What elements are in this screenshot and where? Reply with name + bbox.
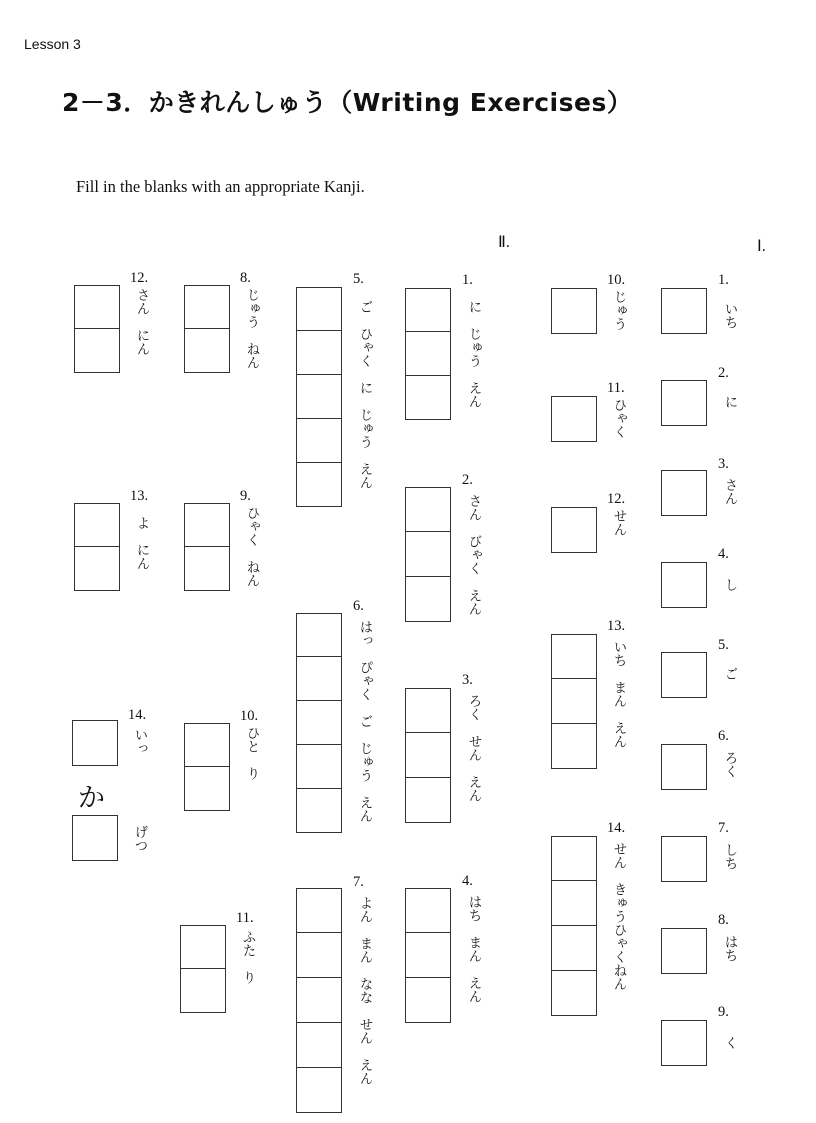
reading-text: はち bbox=[721, 935, 738, 962]
question-number: 2. bbox=[462, 472, 473, 488]
reading-text: く bbox=[721, 1036, 738, 1050]
answer-box[interactable] bbox=[296, 287, 342, 331]
answer-box[interactable] bbox=[405, 733, 451, 778]
answer-box[interactable] bbox=[551, 679, 597, 724]
reading-text: げつ bbox=[131, 825, 148, 852]
answer-box[interactable] bbox=[661, 652, 707, 698]
answer-box[interactable] bbox=[405, 688, 451, 733]
answer-box[interactable] bbox=[184, 547, 230, 591]
answer-box[interactable] bbox=[405, 376, 451, 420]
answer-box[interactable] bbox=[661, 928, 707, 974]
answer-box[interactable] bbox=[296, 463, 342, 507]
question-number: 4. bbox=[462, 873, 473, 889]
reading-text: せん きゅうひゃくねん bbox=[610, 842, 627, 991]
reading-text: はち まん えん bbox=[465, 895, 482, 1003]
given-kanji: か bbox=[78, 783, 105, 814]
answer-box[interactable] bbox=[74, 285, 120, 329]
answer-box[interactable] bbox=[551, 724, 597, 769]
answer-box[interactable] bbox=[296, 1068, 342, 1113]
answer-box[interactable] bbox=[296, 933, 342, 978]
answer-box[interactable] bbox=[405, 532, 451, 577]
answer-box[interactable] bbox=[296, 1023, 342, 1068]
question-number: 8. bbox=[718, 912, 729, 928]
answer-box[interactable] bbox=[296, 888, 342, 933]
answer-box[interactable] bbox=[74, 503, 120, 547]
answer-box[interactable] bbox=[551, 971, 597, 1016]
answer-box[interactable] bbox=[405, 888, 451, 933]
question-number: 14. bbox=[128, 707, 147, 723]
answer-box[interactable] bbox=[296, 789, 342, 833]
question-number: 10. bbox=[240, 708, 259, 724]
reading-text: ろく せん えん bbox=[465, 694, 482, 802]
question-number: 13. bbox=[130, 488, 149, 504]
answer-box[interactable] bbox=[551, 926, 597, 971]
answer-box[interactable] bbox=[180, 969, 226, 1013]
question-number: 11. bbox=[607, 380, 625, 396]
answer-box[interactable] bbox=[661, 562, 707, 608]
question-number: 5. bbox=[353, 271, 364, 287]
answer-box[interactable] bbox=[74, 547, 120, 591]
question-number: 5. bbox=[718, 637, 729, 653]
question-number: 9. bbox=[718, 1004, 729, 1020]
section-two-label: Ⅱ. bbox=[498, 234, 510, 251]
answer-box[interactable] bbox=[551, 881, 597, 926]
answer-box[interactable] bbox=[551, 288, 597, 334]
question-number: 7. bbox=[353, 874, 364, 890]
reading-text: ふた り bbox=[239, 930, 256, 984]
reading-text: じゅう ねん bbox=[243, 288, 260, 369]
reading-text: じゅう bbox=[610, 290, 627, 331]
answer-box[interactable] bbox=[661, 836, 707, 882]
answer-box[interactable] bbox=[405, 933, 451, 978]
answer-box[interactable] bbox=[405, 778, 451, 823]
reading-text: ひと り bbox=[243, 726, 260, 780]
question-number: 11. bbox=[236, 910, 254, 926]
question-number: 13. bbox=[607, 618, 626, 634]
question-number: 10. bbox=[607, 272, 626, 288]
reading-text: いち bbox=[721, 302, 738, 329]
section-one-label: Ⅰ. bbox=[757, 238, 766, 255]
answer-box[interactable] bbox=[296, 331, 342, 375]
question-number: 12. bbox=[607, 491, 626, 507]
reading-text: さん びゃく えん bbox=[465, 494, 482, 616]
reading-text: よん まん なな せん えん bbox=[356, 896, 373, 1085]
reading-text: し bbox=[721, 578, 738, 592]
reading-text: ひゃく bbox=[610, 398, 627, 439]
answer-box[interactable] bbox=[661, 288, 707, 334]
reading-text: いち まん えん bbox=[610, 640, 627, 748]
question-number: 1. bbox=[462, 272, 473, 288]
answer-box[interactable] bbox=[72, 720, 118, 766]
answer-box[interactable] bbox=[180, 925, 226, 969]
question-number: 9. bbox=[240, 488, 251, 504]
question-number: 8. bbox=[240, 270, 251, 286]
answer-box[interactable] bbox=[296, 375, 342, 419]
answer-box[interactable] bbox=[551, 396, 597, 442]
answer-box[interactable] bbox=[405, 288, 451, 332]
question-number: 14. bbox=[607, 820, 626, 836]
answer-box[interactable] bbox=[184, 767, 230, 811]
answer-box[interactable] bbox=[296, 419, 342, 463]
answer-box[interactable] bbox=[405, 978, 451, 1023]
question-number: 7. bbox=[718, 820, 729, 836]
reading-text: いっ bbox=[131, 728, 148, 755]
answer-box[interactable] bbox=[72, 815, 118, 861]
answer-box[interactable] bbox=[184, 329, 230, 373]
question-number: 3. bbox=[718, 456, 729, 472]
question-number: 4. bbox=[718, 546, 729, 562]
answer-box[interactable] bbox=[184, 285, 230, 329]
reading-text: に bbox=[721, 395, 738, 409]
reading-text: ひゃく ねん bbox=[243, 506, 260, 587]
reading-text: ご bbox=[721, 667, 738, 681]
answer-box[interactable] bbox=[405, 577, 451, 622]
reading-text: せん bbox=[610, 509, 627, 536]
question-number: 1. bbox=[718, 272, 729, 288]
instruction-text: Fill in the blanks with an appropriate Kanji. bbox=[76, 177, 365, 196]
reading-text: はっ ぴゃく ご じゅう えん bbox=[356, 620, 373, 823]
answer-box[interactable] bbox=[551, 836, 597, 881]
answer-box[interactable] bbox=[296, 613, 342, 657]
reading-text: ご ひゃく に じゅう えん bbox=[356, 300, 373, 489]
answer-box[interactable] bbox=[296, 701, 342, 745]
answer-box[interactable] bbox=[661, 470, 707, 516]
answer-box[interactable] bbox=[184, 503, 230, 547]
lesson-label: Lesson 3 bbox=[24, 36, 81, 52]
answer-box[interactable] bbox=[296, 745, 342, 789]
question-number: 12. bbox=[130, 270, 149, 286]
answer-box[interactable] bbox=[296, 657, 342, 701]
reading-text: ろく bbox=[721, 751, 738, 778]
answer-box[interactable] bbox=[661, 380, 707, 426]
question-number: 3. bbox=[462, 672, 473, 688]
answer-box[interactable] bbox=[551, 634, 597, 679]
question-number: 6. bbox=[718, 728, 729, 744]
reading-text: さん にん bbox=[133, 288, 150, 356]
answer-box[interactable] bbox=[296, 978, 342, 1023]
answer-box[interactable] bbox=[405, 332, 451, 376]
answer-box[interactable] bbox=[551, 507, 597, 553]
answer-box[interactable] bbox=[661, 1020, 707, 1066]
reading-text: さん bbox=[721, 478, 738, 505]
answer-box[interactable] bbox=[184, 723, 230, 767]
page-title: 2－3．かきれんしゅう（Writing Exercises） bbox=[62, 88, 633, 117]
answer-box[interactable] bbox=[405, 487, 451, 532]
reading-text: しち bbox=[721, 843, 738, 870]
question-number: 2. bbox=[718, 365, 729, 381]
answer-box[interactable] bbox=[661, 744, 707, 790]
reading-text: よ にん bbox=[133, 516, 150, 570]
reading-text: に じゅう えん bbox=[465, 300, 482, 408]
answer-box[interactable] bbox=[74, 329, 120, 373]
question-number: 6. bbox=[353, 598, 364, 614]
